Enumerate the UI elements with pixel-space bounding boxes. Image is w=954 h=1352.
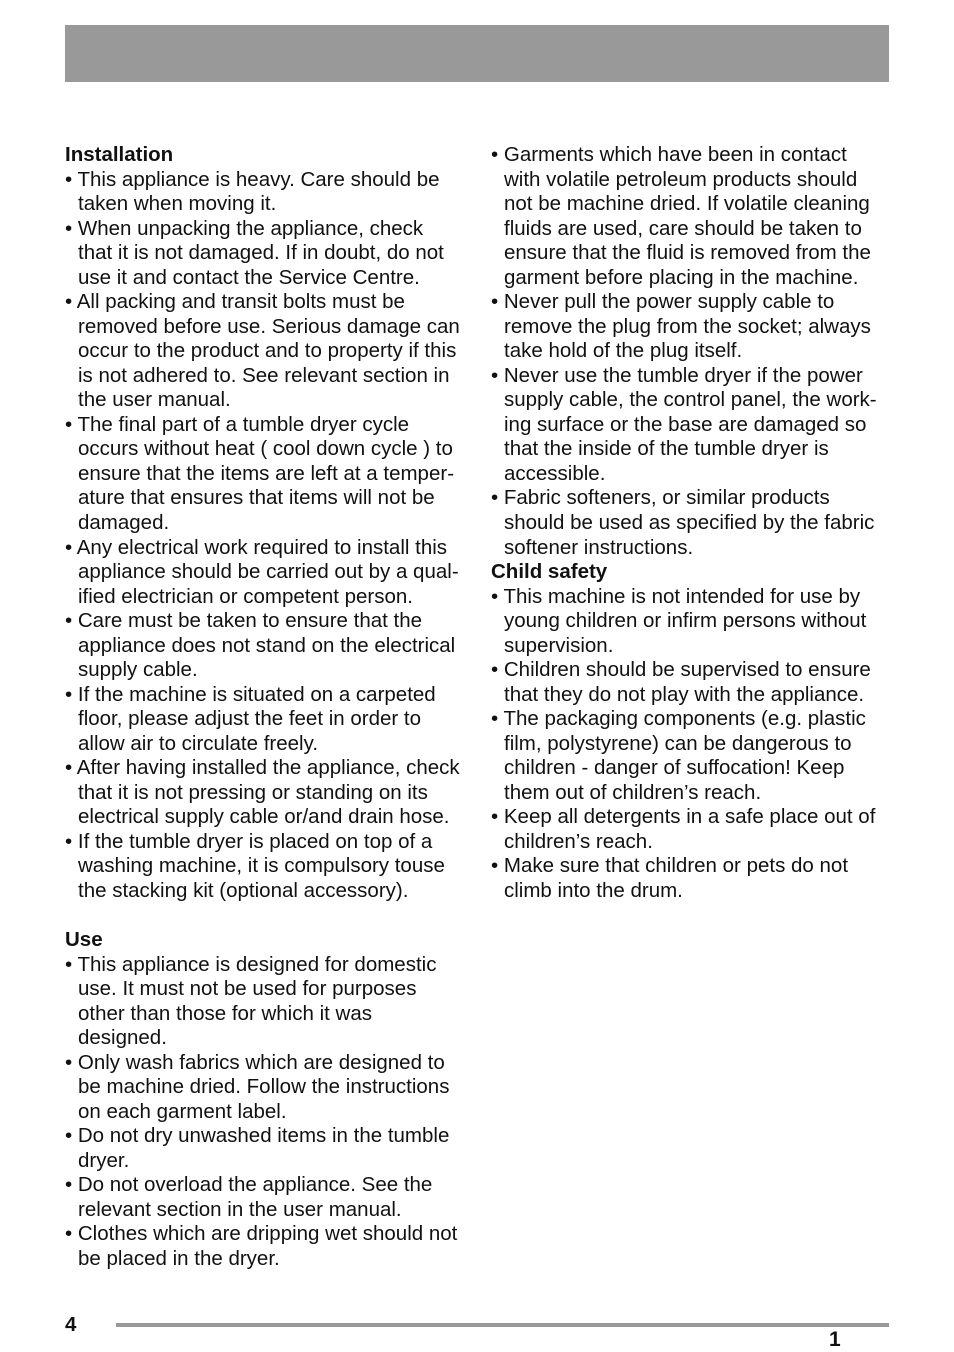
- bullet-first-line: • Garments which have been in contact: [491, 143, 847, 166]
- bullet-item: [65, 1124, 460, 1173]
- bullet-line: is not adhered to. See relevant section in: [78, 363, 450, 387]
- bullet-first-line: • Care must be taken to ensure that the: [65, 609, 423, 633]
- bullet-item: [65, 290, 460, 413]
- bullet-line: climb into the drum.: [504, 878, 683, 902]
- bullet-line: that it is not pressing or standing on its: [78, 780, 428, 804]
- bullet-line: not be machine dried. If volatile cleaning: [504, 192, 870, 216]
- bullet-first-line: • Keep all detergents in a safe place out of: [491, 805, 876, 829]
- installation-heading: Installation: [65, 143, 174, 166]
- use-bullet-list: [65, 953, 460, 1272]
- bullet-line: designed.: [78, 1026, 167, 1050]
- bullet-item: [65, 1222, 460, 1271]
- bullet-line: that they do not play with the appliance.: [504, 682, 865, 706]
- bullet-first-line: • When unpacking the appliance, check: [65, 216, 424, 240]
- header-bar: [65, 25, 889, 82]
- bullet-item: [65, 1173, 460, 1222]
- bullet-line: ified electrician or competent person.: [78, 584, 414, 608]
- section-number: 1: [829, 1328, 841, 1351]
- bullet-first-line: • If the machine is situated on a carpeted: [65, 682, 436, 706]
- bullet-item: [65, 683, 460, 757]
- bullet-item: [65, 413, 460, 536]
- bullet-line: them out of children’s reach.: [504, 780, 762, 804]
- child-safety-heading: Child safety: [491, 560, 608, 584]
- use-heading: Use: [65, 927, 103, 951]
- bullet-first-line: • Never pull the power supply cable to: [491, 290, 835, 314]
- bullet-first-line: • Only wash fabrics which are designed to: [65, 1050, 445, 1074]
- bullet-line: washing machine, it is compulsory touse: [78, 854, 445, 878]
- bullet-line: be machine dried. Follow the instructions: [78, 1075, 450, 1099]
- bullet-item: [491, 143, 877, 290]
- bullet-line: floor, please adjust the feet in order to: [78, 707, 422, 731]
- bullet-line: children - danger of suffocation! Keep: [504, 756, 845, 780]
- bullet-line: fluids are used, care should be taken to: [504, 216, 862, 240]
- child-safety-section: [491, 560, 877, 903]
- bullet-line: with volatile petroleum products should: [504, 167, 858, 191]
- bullet-line: young children or infirm persons without: [504, 609, 867, 633]
- use-section: [65, 928, 460, 1271]
- bullet-line: use. It must not be used for purposes: [78, 977, 417, 1001]
- bullet-item: [65, 953, 460, 1051]
- bullet-item: [65, 536, 460, 610]
- bullet-line: dryer.: [78, 1148, 130, 1172]
- bullet-first-line: • After having installed the appliance, check: [65, 756, 460, 780]
- bullet-item: [491, 707, 877, 805]
- bullet-line: allow air to circulate freely.: [78, 731, 319, 755]
- bullet-line: supply cable.: [78, 658, 198, 682]
- bullet-line: ature that ensures that items will not be: [78, 486, 435, 510]
- bullet-line: should be used as specified by the fabric: [504, 510, 875, 534]
- bullet-line: removed before use. Serious damage can: [78, 314, 460, 338]
- bullet-line: softener instructions.: [504, 535, 694, 559]
- bullet-item: [65, 217, 460, 291]
- bullet-item: [491, 585, 877, 659]
- bullet-line: the stacking kit (optional accessory).: [78, 878, 409, 902]
- bullet-line: appliance should be carried out by a qual-: [78, 560, 459, 584]
- bullet-line: film, polystyrene) can be dangerous to: [504, 731, 852, 755]
- use-section-continued: [491, 143, 877, 560]
- page-number: 4: [65, 1313, 77, 1336]
- bullet-first-line: • Fabric softeners, or similar products: [491, 486, 830, 510]
- bullet-first-line: • The final part of a tumble dryer cycle: [65, 412, 410, 436]
- bullet-line: relevant section in the user manual.: [78, 1197, 402, 1221]
- left-column: [65, 143, 460, 1271]
- bullet-item: [65, 168, 460, 217]
- bullet-first-line: • Any electrical work required to install this: [65, 535, 448, 559]
- bullet-line: appliance does not stand on the electrical: [78, 633, 456, 657]
- bullet-item: [491, 486, 877, 560]
- bullet-item: [491, 805, 877, 854]
- bullet-item: [491, 290, 877, 364]
- bullet-first-line: • Do not overload the appliance. See the: [65, 1173, 433, 1197]
- bullet-line: supervision.: [504, 633, 614, 657]
- bullet-item: [491, 364, 877, 487]
- bullet-first-line: • Do not dry unwashed items in the tumble: [65, 1124, 450, 1148]
- bullet-first-line: • Children should be supervised to ensure: [491, 658, 871, 682]
- footer-rule: [116, 1323, 889, 1327]
- installation-bullet-list: [65, 168, 460, 904]
- bullet-first-line: • This appliance is heavy. Care should be: [65, 167, 440, 191]
- bullet-line: electrical supply cable or/and drain hose.: [78, 805, 450, 829]
- use-bullet-list-continued: [491, 143, 877, 560]
- bullet-line: occur to the product and to property if this: [78, 339, 457, 363]
- bullet-first-line: • The packaging components (e.g. plastic: [491, 707, 866, 731]
- bullet-item: [65, 756, 460, 830]
- bullet-line: ing surface or the base are damaged so: [504, 412, 867, 436]
- bullet-line: other than those for which it was: [78, 1001, 372, 1025]
- bullet-line: on each garment label.: [78, 1099, 287, 1123]
- bullet-line: that the inside of the tumble dryer is: [504, 437, 829, 461]
- bullet-line: take hold of the plug itself.: [504, 339, 743, 363]
- bullet-item: [65, 1051, 460, 1125]
- bullet-item: [491, 658, 877, 707]
- bullet-first-line: • If the tumble dryer is placed on top of a: [65, 829, 433, 853]
- bullet-item: [491, 854, 877, 903]
- bullet-line: taken when moving it.: [78, 192, 277, 216]
- bullet-line: damaged.: [78, 510, 170, 534]
- bullet-line: ensure that the items are left at a temper-: [78, 461, 455, 485]
- bullet-line: ensure that the fluid is removed from the: [504, 241, 871, 265]
- bullet-line: occurs without heat ( cool down cycle ) to: [78, 437, 453, 461]
- right-column: [491, 143, 877, 903]
- bullet-first-line: • Clothes which are dripping wet should not: [65, 1222, 458, 1246]
- bullet-line: remove the plug from the socket; always: [504, 314, 871, 338]
- bullet-first-line: • This machine is not intended for use by: [491, 584, 861, 608]
- bullet-first-line: • This appliance is designed for domestic: [65, 952, 437, 976]
- bullet-line: the user manual.: [78, 388, 231, 412]
- bullet-line: supply cable, the control panel, the work-: [504, 388, 877, 412]
- bullet-item: [65, 609, 460, 683]
- bullet-line: children’s reach.: [504, 829, 653, 853]
- bullet-line: that it is not damaged. If in doubt, do not: [78, 241, 444, 265]
- child-safety-bullet-list: [491, 585, 877, 904]
- bullet-line: garment before placing in the machine.: [504, 265, 859, 289]
- bullet-line: be placed in the dryer.: [78, 1246, 280, 1270]
- bullet-first-line: • Never use the tumble dryer if the power: [491, 363, 863, 387]
- bullet-line: use it and contact the Service Centre.: [78, 265, 420, 289]
- bullet-item: [65, 830, 460, 904]
- bullet-first-line: • All packing and transit bolts must be: [65, 290, 405, 314]
- bullet-first-line: • Make sure that children or pets do not: [491, 854, 849, 878]
- bullet-line: accessible.: [504, 461, 606, 485]
- installation-section: [65, 143, 460, 903]
